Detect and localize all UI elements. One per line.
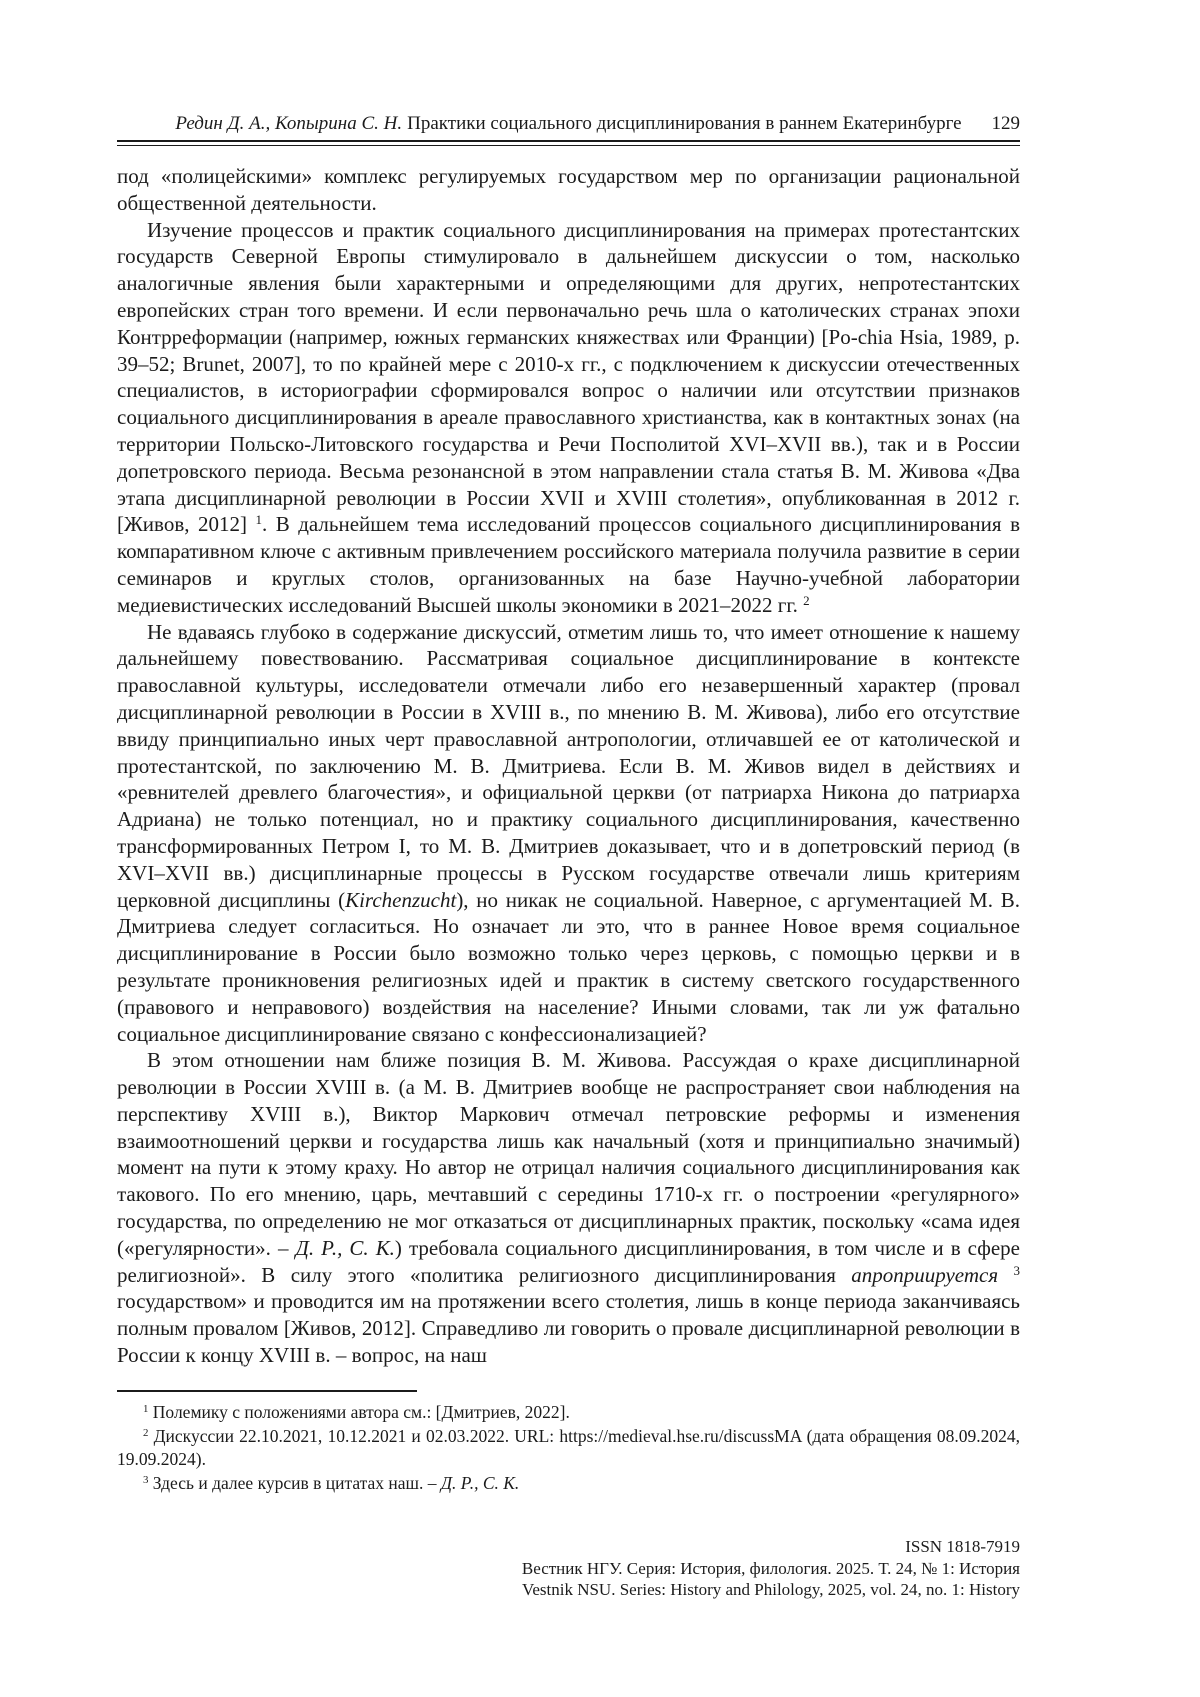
article-body [117,163,1020,1369]
paragraph-4: В этом отношении нам ближе позиция В. М. Живова. Рассуждая о крахе дисциплинарной революции в России XVIII в. (а М. В. Дмитриев вообще не распространяет свои наблюдения на перспективу XVIII в.), Виктор Маркович отмечал петровские реформы и изменения взаимоотношений церкви и государства лишь как начальный (хотя и принципиально значимый) момент на пути к этому краху. Но автор не отрицал наличия социального дисциплинирования как такового. По его мнению, царь, мечтавший с середины 1710-х гг. о построении «регулярного» государства, по определению не мог отказаться от дисциплинарных практик, поскольку «сама идея («регулярности». – Д. Р., С. К.) требовала социального дисциплинирования, в том числе и в сфере религиозной». В силу этого «политика религиозного дисциплинирования апроприируется $^3$ государством» и проводится им на протяжении всего столетия, лишь в конце периода заканчиваясь полным провалом [Живов, 2012]. Справедливо ли говорить о провале дисциплинарной революции в России к концу XVIII в. – вопрос, на наш [117,1048,1021,1368]
footnote-3: $^3$ Здесь и далее курсив в цитатах наш. – Д. Р., С. К. [143,1472,520,1493]
content-column [117,112,1020,1369]
paragraph-1: под «полицейскими» комплекс регулируемых государством мер по организации рациональной общественной деятельности. [117,164,1020,215]
header-title: Практики социального дисциплинирования в раннем Екатеринбурге [407,113,962,134]
footnotes-block [117,1390,1020,1495]
footer-issn: ISSN 1818-7919 [905,1537,1020,1556]
footnote-1: $^1$ Полемику с положениями автора см.: [Дмитриев, 2022]. [143,1402,570,1422]
page-number: 129 [991,113,1020,134]
journal-footer [522,1536,1020,1601]
footer-line-en: Vestnik NSU. Series: History and Philology, 2025, vol. 24, no. 1: History [521,1580,1020,1599]
header-authors: Редин Д. А., Копырина С. Н. [175,113,403,134]
footnote-separator [117,1390,417,1392]
footnote-2: $^2$ Дискуссии 22.10.2021, 10.12.2021 и 02.03.2022. URL: https://medieval.hse.ru/discussMA (дата обращения 08.09.2024, 19.09.2024). [117,1425,1020,1469]
paragraph-2: Изучение процессов и практик социального дисциплинирования на примерах протестантских государств Северной Европы стимулировало в дальнейшем дискуссии о том, насколько аналогичные явления были характерными и определяющими для других, непротестантских европейских стран того времени. И если первоначально речь шла о католических странах эпохи Контрреформации (например, южных германских княжествах или Франции) [Po-chia Hsia, 1989, p. 39–52; Brunet, 2007], то по крайней мере с 2010-х гг., с подключением к дискуссии отечественных специалистов, в историографии сформировался вопрос о наличии или отсутствии признаков социального дисциплинирования в ареале православного христианства, как в контактных зонах (на территории Польско-Литовского государства и Речи Посполитой XVI–XVII вв.), так и в России допетровского периода. Весьма резонансной в этом направлении стала статья В. М. Живова «Два этапа дисциплинарной революции в России XVII и XVIII столетия», опубликованная в 2012 г. [Живов, 2012] $^1$. В дальнейшем тема исследований процессов социального дисциплинирования в компаративном ключе с активным привлечением российского материала получила развитие в серии семинаров и круглых столов, организованных на базе Научно-учебной лаборатории медиевистических исследований Высшей школы экономики в 2021–2022 гг. $^2$ [117,217,1020,617]
header-rule [117,140,1020,146]
paragraph-3: Не вдаваясь глубоко в содержание дискуссий, отметим лишь то, что имеет отношение к нашему дальнейшему повествованию. Рассматривая социальное дисциплинирование в контексте православной культуры, исследователи отмечали либо его незавершенный характер (провал дисциплинарной революции в России в XVIII в., по мнению В. М. Живова), либо его отсутствие ввиду принципиально иных черт православной антропологии, отличавшей ее от католической и протестантской, по заключению М. В. Дмитриева. Если В. М. Живов видел в действиях и «ревнителей древлего благочестия», и официальной церкви (от патриарха Никона до патриарха Адриана) не только потенциал, но и практику социального дисциплинирования, качественно трансформированных Петром I, то М. В. Дмитриев доказывает, что и в допетровский период (в XVI–XVII вв.) дисциплинарные процессы в Русском государстве отвечали лишь критериям церковной дисциплины (Kirchenzucht), но никак не социальной. Наверное, с аргументацией М. В. Дмитриева следует согласиться. Но означает ли это, что в раннее Новое время социальное дисциплинирование в России было возможно только через церковь, с помощью церкви и в результате проникновения религиозных идей и практик в систему светского государственного (правового и неправового) воздействия на население? Иными словами, так ли уж фатально социальное дисциплинирование связано с конфессионализацией? [117,619,1020,1046]
running-header [117,112,1020,136]
footer-line-ru: Вестник НГУ. Серия: История, филология. 2025. Т. 24, № 1: История [521,1558,1020,1578]
